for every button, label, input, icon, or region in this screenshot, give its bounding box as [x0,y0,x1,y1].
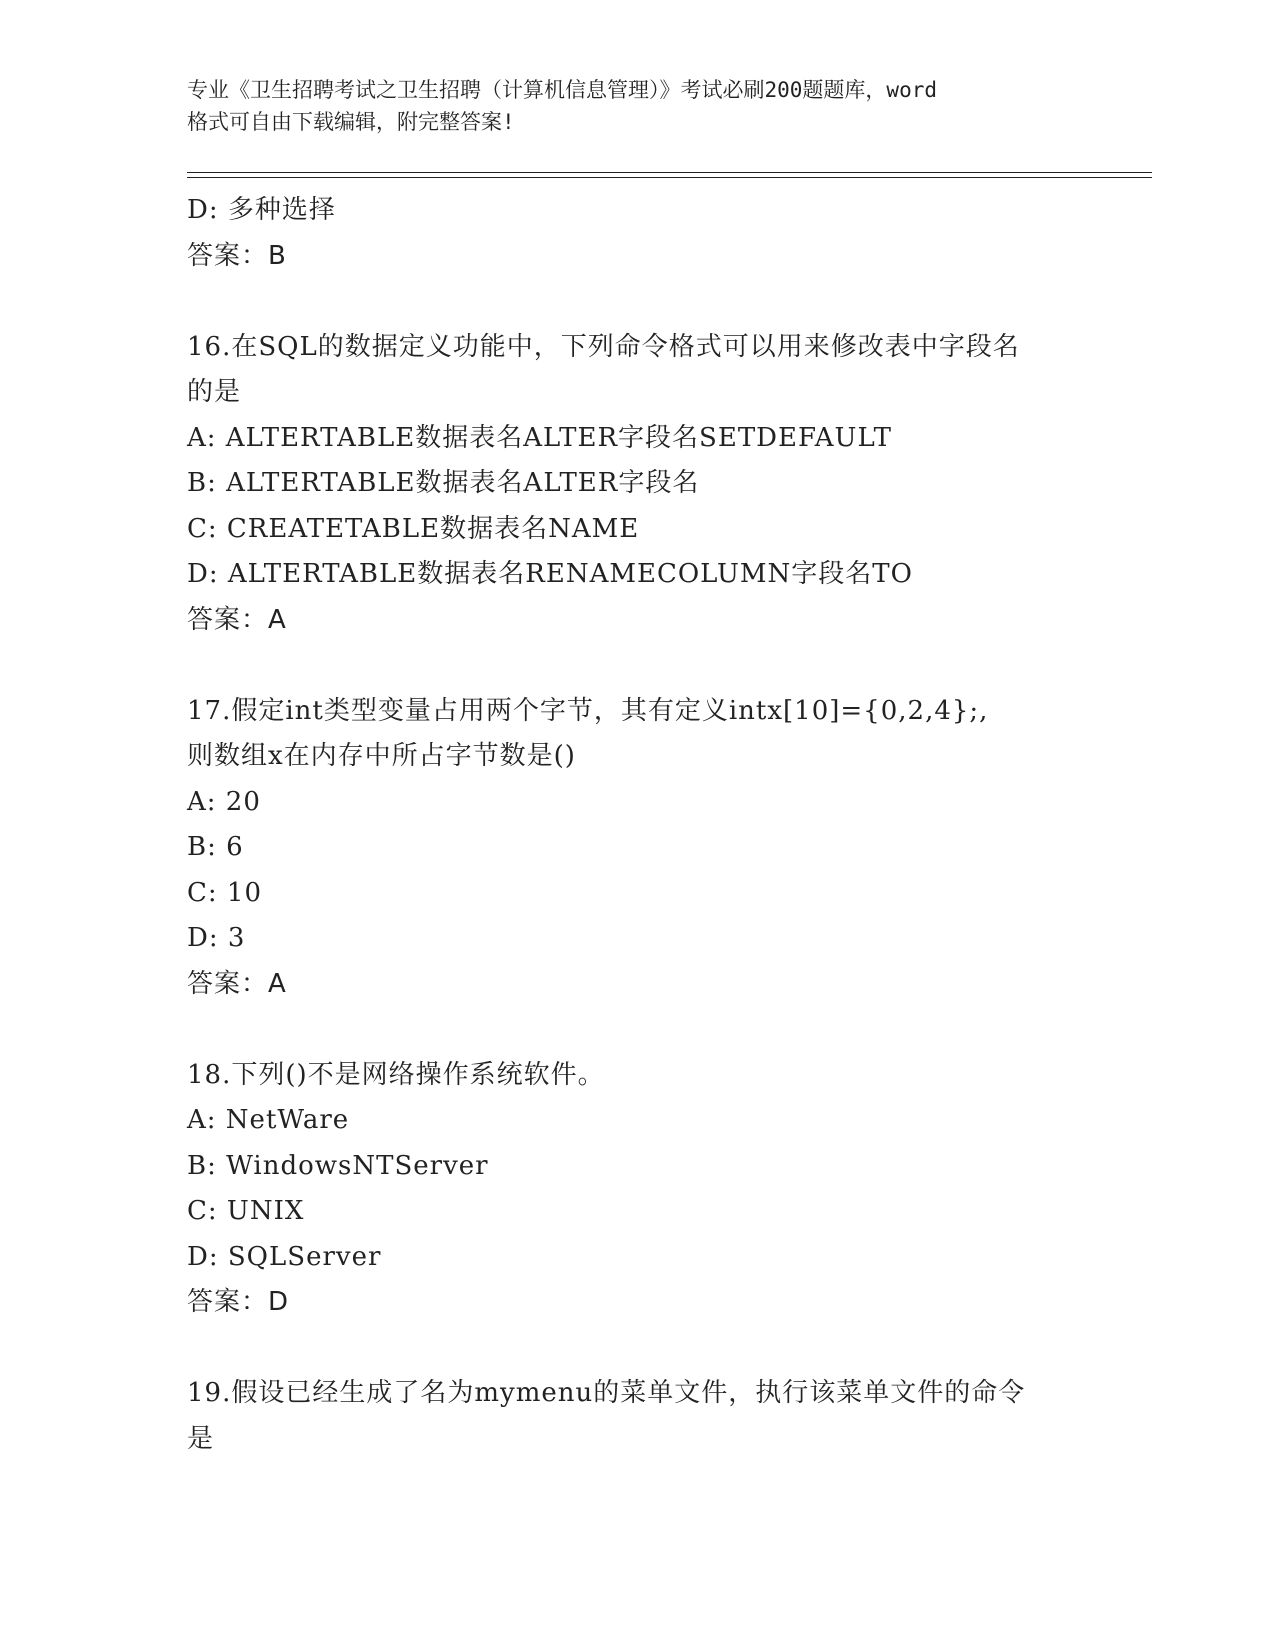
option-a: A: NetWare [187,1105,350,1135]
answer: 答案：D [187,1287,290,1317]
option-c: C: CREATETABLE数据表名NAME [187,513,640,544]
question-stem-cont: 的是 [187,377,242,407]
question-list [187,188,1147,1462]
header-rule-top [187,172,1152,173]
question-stem: 16.在SQL的数据定义功能中，下列命令格式可以用来修改表中字段名 [187,331,1020,362]
option-d: D: 3 [187,923,246,953]
option-d: D: SQLServer [187,1241,382,1272]
header-rule-bottom [187,177,1152,178]
option-b: B: WindowsNTServer [187,1150,489,1181]
question-stem: 19.假设已经生成了名为mymenu的菜单文件，执行该菜单文件的命令 [187,1378,1026,1408]
spacer [187,1007,1147,1053]
answer: 答案：A [187,604,287,635]
option-b: B: 6 [187,832,244,862]
option-d: D: ALTERTABLE数据表名RENAMECOLUMN字段名TO [187,559,913,589]
spacer [187,279,1147,325]
question-stem: 18.下列()不是网络操作系统软件。 [187,1059,605,1090]
question-19 [187,1371,1147,1462]
option-b: B: ALTERTABLE数据表名ALTER字段名 [187,468,700,498]
question-18 [187,1053,1147,1326]
spacer [187,643,1147,689]
document-header [187,74,1087,138]
question-stem-cont: 则数组x在内存中所占字节数是() [187,741,576,771]
option-d: D: 多种选择 [187,195,336,225]
option-c: C: UNIX [187,1196,305,1226]
question-stem-cont: 是 [187,1423,215,1454]
option-a: A: ALTERTABLE数据表名ALTER字段名SETDEFAULT [187,422,892,453]
option-c: C: 10 [187,877,263,908]
option-a: A: 20 [187,786,261,817]
question-16 [187,325,1147,644]
header-line-2: 格式可自由下载编辑，附完整答案! [187,110,515,134]
question-17 [187,689,1147,1008]
question-stem: 17.假定int类型变量占用两个字节，其有定义intx[10]={0,2,4};, [187,695,989,726]
header-line-1: 专业《卫生招聘考试之卫生招聘（计算机信息管理）》考试必刷200题题库，word [187,78,937,102]
spacer [187,1326,1147,1372]
answer: 答案：A [187,968,287,999]
answer: 答案：B [187,240,287,271]
